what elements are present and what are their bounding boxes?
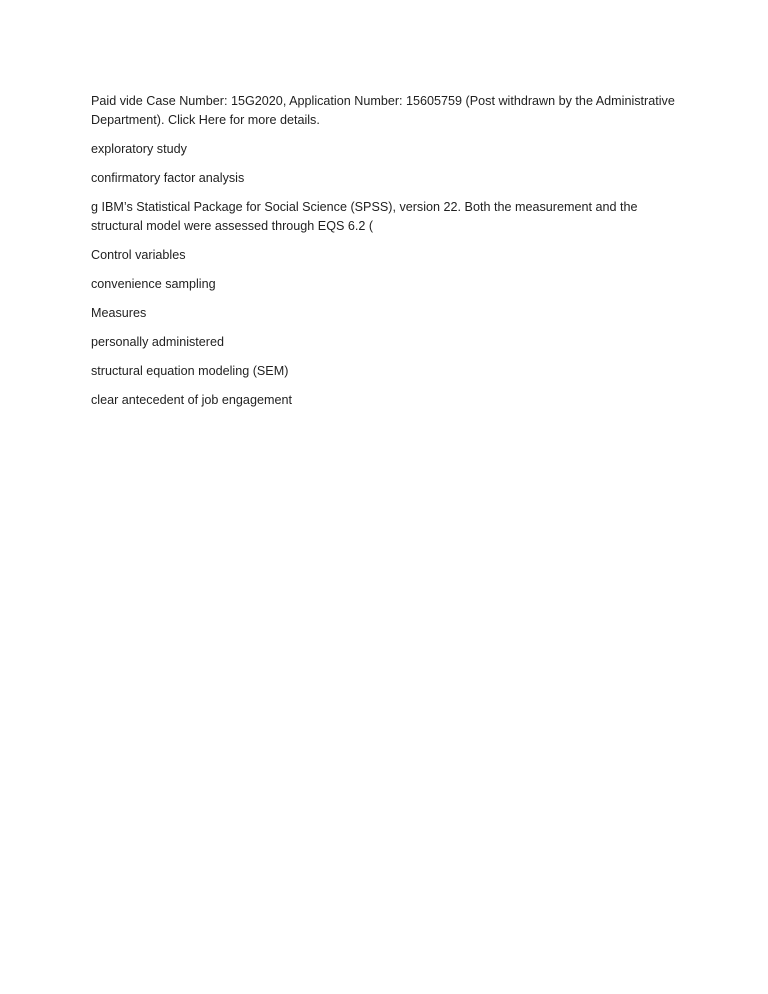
text-line: convenience sampling — [91, 277, 216, 291]
text-line: structural equation modeling (SEM) — [91, 364, 289, 378]
text-line: clear antecedent of job engagement — [91, 393, 292, 407]
text-line: Measures — [91, 306, 147, 320]
text-line: Control variables — [91, 248, 186, 262]
text-line: exploratory study — [91, 142, 187, 156]
notice-paragraph: Paid vide Case Number: 15G2020, Application Number: 15605759 (Post withdrawn by the Administrative Department). Click Here for more details. — [91, 94, 675, 127]
document-body — [91, 92, 691, 420]
text-line: personally administered — [91, 335, 225, 349]
text-paragraph: g IBM’s Statistical Package for Social Science (SPSS), version 22. Both the measurement and the structural model were assessed through EQS 6.2 ( — [91, 200, 638, 233]
text-line: confirmatory factor analysis — [91, 171, 245, 185]
